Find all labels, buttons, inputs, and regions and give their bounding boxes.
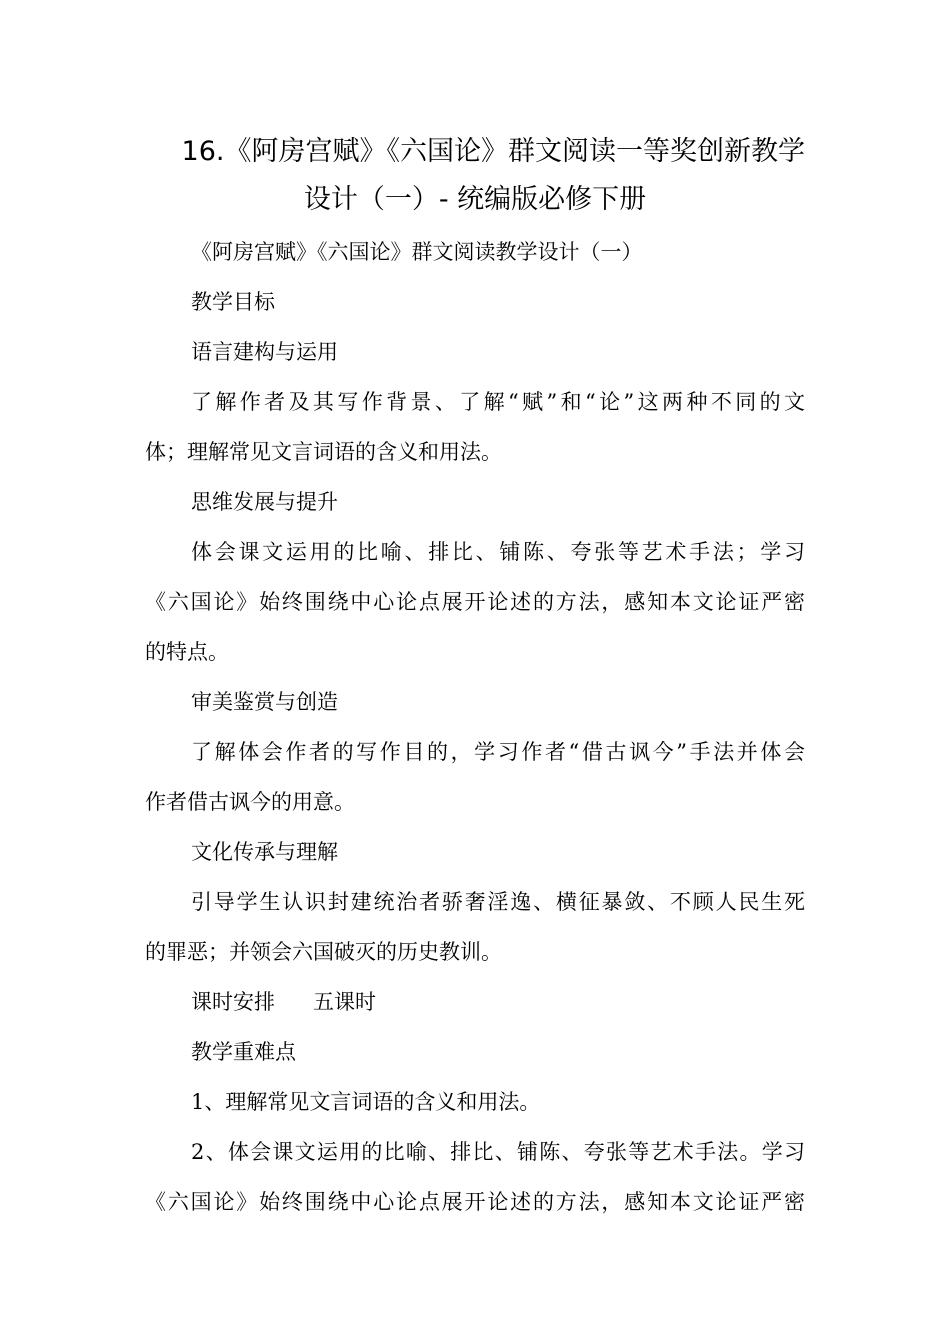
paragraph-line: 了解体会作者的写作目的，学习作者“借古讽今”手法并体会 bbox=[191, 740, 805, 764]
document-title-line-2: 设计（一）- 统编版必修下册 bbox=[303, 184, 647, 215]
paragraph-line: 作者借古讽今的用意。 bbox=[145, 790, 355, 814]
paragraph-line: 的特点。 bbox=[145, 640, 229, 664]
paragraph-line: 体；理解常见文言词语的含义和用法。 bbox=[145, 440, 502, 464]
section-heading-aesthetics: 审美鉴赏与创造 bbox=[191, 690, 338, 714]
key-point-item: 1、理解常见文言词语的含义和用法。 bbox=[191, 1090, 541, 1114]
paragraph-line: 《六国论》始终围绕中心论点展开论述的方法，感知本文论证严密 bbox=[145, 590, 805, 614]
paragraph-line: 引导学生认识封建统治者骄奢淫逸、横征暴敛、不顾人民生死 bbox=[191, 890, 805, 914]
key-point-item: 2、体会课文运用的比喻、排比、铺陈、夸张等艺术手法。学习 bbox=[191, 1140, 805, 1164]
section-heading-culture: 文化传承与理解 bbox=[191, 840, 338, 864]
document-title-line-1: 16.《阿房宫赋》《六国论》群文阅读一等奖创新教学 bbox=[181, 136, 805, 167]
goals-heading: 教学目标 bbox=[191, 290, 275, 314]
schedule-row bbox=[145, 988, 805, 1016]
paragraph-line: 了解作者及其写作背景、了解“赋”和“论”这两种不同的文 bbox=[191, 390, 805, 414]
document-subtitle: 《阿房宫赋》《六国论》群文阅读教学设计（一） bbox=[191, 240, 643, 264]
paragraph-line: 的罪恶；并领会六国破灭的历史教训。 bbox=[145, 940, 502, 964]
paragraph-line: 《六国论》始终围绕中心论点展开论述的方法，感知本文论证严密 bbox=[145, 1190, 805, 1214]
schedule-label: 课时安排 bbox=[191, 990, 275, 1014]
paragraph-line: 体会课文运用的比喻、排比、铺陈、夸张等艺术手法；学习 bbox=[191, 540, 805, 564]
section-heading-thinking: 思维发展与提升 bbox=[191, 490, 338, 514]
schedule-value: 五课时 bbox=[313, 990, 376, 1014]
key-points-heading: 教学重难点 bbox=[191, 1040, 296, 1064]
section-heading-language: 语言建构与运用 bbox=[191, 340, 338, 364]
